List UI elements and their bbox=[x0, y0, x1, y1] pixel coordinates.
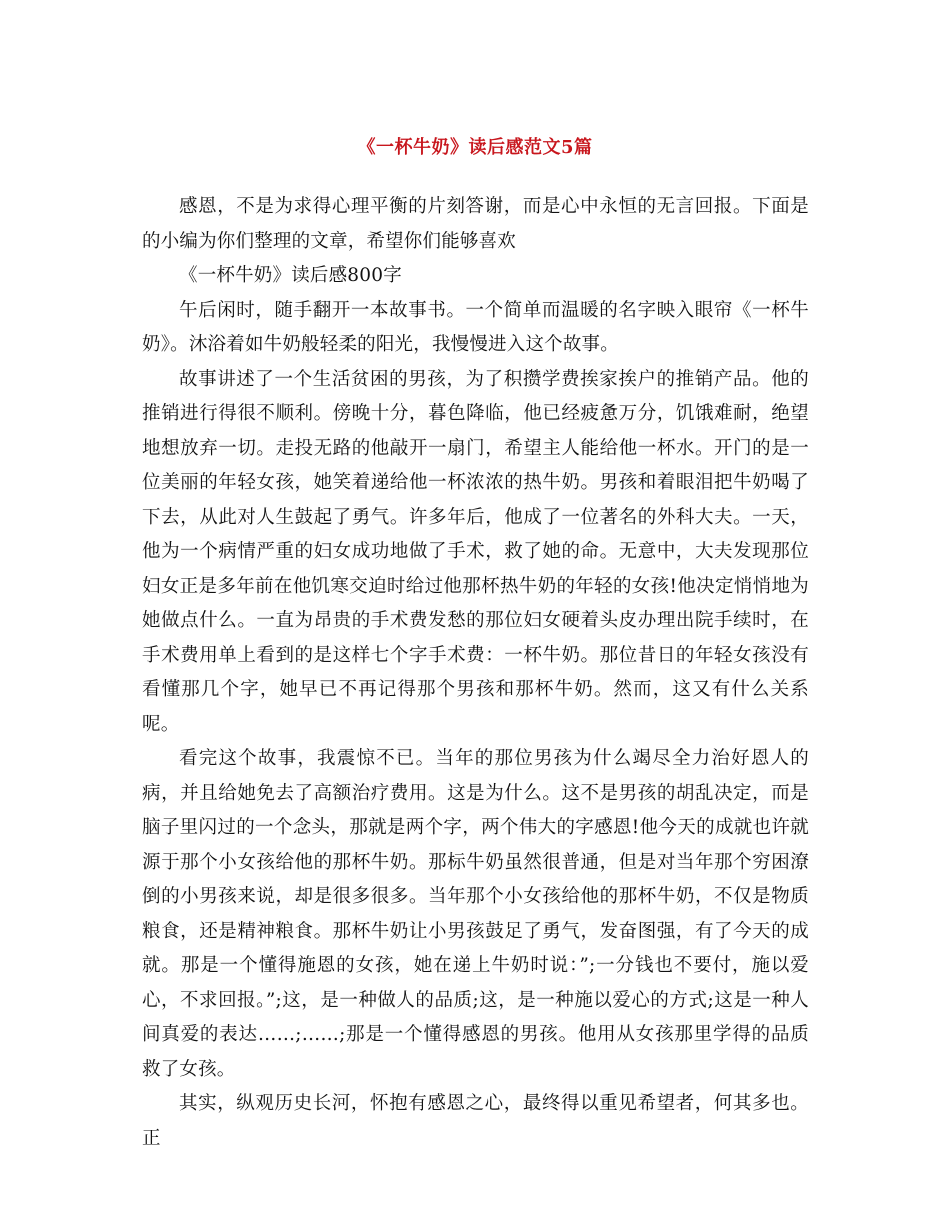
document-title: 《一杯牛奶》读后感范文5篇 bbox=[357, 137, 593, 159]
section-heading: 《一杯牛奶》读后感800字 bbox=[179, 265, 402, 286]
paragraph: 其实，纵观历史长河，怀抱有感恩之心，最终得以重见希望者，何其多也。正 bbox=[142, 1093, 809, 1149]
paragraph: 午后闲时，随手翻开一本故事书。一个简单而温暖的名字映入眼帘《一杯牛奶》。沐浴着如牛奶般轻柔的阳光，我慢慢进入这个故事。 bbox=[142, 299, 809, 355]
document-body bbox=[142, 190, 809, 1156]
paragraph-intro: 感恩，不是为求得心理平衡的片刻答谢，而是心中永恒的无言回报。下面是的小编为你们整理的文章，希望你们能够喜欢 bbox=[142, 196, 809, 252]
paragraph: 故事讲述了一个生活贫困的男孩，为了积攒学费挨家挨户的推销产品。他的推销进行得很不顺利。傍晚十分，暮色降临，他已经疲惫万分，饥饿难耐，绝望地想放弃一切。走投无路的他敲开一扇门，希望主人能给他一杯水。开门的是一位美丽的年轻女孩，她笑着递给他一杯浓浓的热牛奶。男孩和着眼泪把牛奶喝了下去，从此对人生鼓起了勇气。许多年后，他成了一位著名的外科大夫。一天，他为一个病情严重的妇女成功地做了手术，救了她的命。无意中，大夫发现那位妇女正是多年前在他饥寒交迫时给过他那杯热牛奶的年轻的女孩!他决定悄悄地为她做点什么。一直为昂贵的手术费发愁的那位妇女硬着头皮办理出院手续时，在手术费用单上看到的是这样七个字手术费：一杯牛奶。那位昔日的年轻女孩没有看懂那几个字，她早已不再记得那个男孩和那杯牛奶。然而，这又有什么关系呢。 bbox=[142, 368, 809, 735]
paragraph: 看完这个故事，我震惊不已。当年的那位男孩为什么竭尽全力治好恩人的病，并且给她免去了高额治疗费用。这是为什么。这不是男孩的胡乱决定，而是脑子里闪过的一个念头，那就是两个字，两个伟大的字感恩!他今天的成就也许就源于那个小女孩给他的那杯牛奶。那标牛奶虽然很普通，但是对当年那个穷困潦倒的小男孩来说，却是很多很多。当年那个小女孩给他的那杯牛奶，不仅是物质粮食，还是精神粮食。那杯牛奶让小男孩鼓足了勇气，发奋图强，有了今天的成就。那是一个懂得施恩的女孩，她在递上牛奶时说：”;一分钱也不要付，施以爱心，不求回报。”;这，是一种做人的品质;这，是一种施以爱心的方式;这是一种人间真爱的表达……;……;那是一个懂得感恩的男孩。他用从女孩那里学得的品质救了女孩。 bbox=[142, 748, 809, 1080]
